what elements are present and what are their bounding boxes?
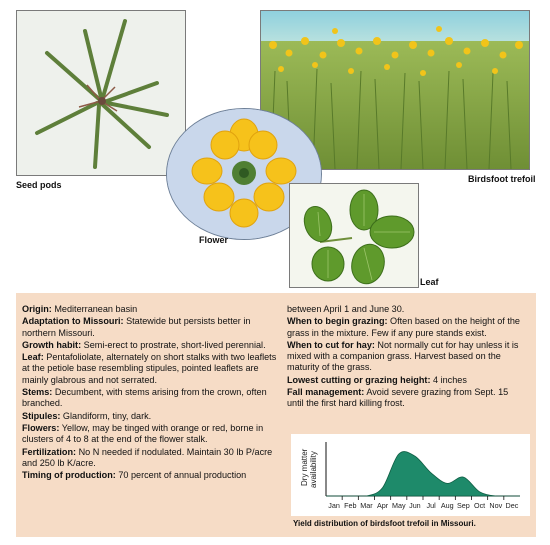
leaf-photo xyxy=(289,183,419,288)
lowest-height-entry: Lowest cutting or grazing height: 4 inches xyxy=(287,374,467,385)
chart-month-label-may: May xyxy=(392,501,406,510)
seed-pods-caption: Seed pods xyxy=(16,180,62,190)
fall-management-entry: Fall management: Avoid severe grazing from Sept. 15 until the first hard killing frost. xyxy=(287,387,509,409)
flowers-entry: Flowers: Yellow, may be tinged with orange or red, borne in clusters of 4 to 8 at the end of the flower stalk. xyxy=(22,422,264,445)
chart-month-label-jun: Jun xyxy=(409,501,421,510)
chart-month-label-jul: Jul xyxy=(426,501,436,510)
stipules-entry: Stipules: Glandiform, tiny, dark. xyxy=(22,410,152,421)
timing-continued: between April 1 and June 30. xyxy=(287,304,405,314)
flower-caption: Flower xyxy=(199,235,229,245)
leaf-illustration xyxy=(290,184,418,287)
timing-entry: Timing of production: 70 percent of annual production xyxy=(22,470,247,481)
chart-month-label-aug: Aug xyxy=(440,501,454,510)
cut-for-hay-entry: When to cut for hay: Not normally cut for hay unless it is mixed with a companion grass. Harvest based on the maturity of the grass. xyxy=(287,339,519,373)
leaf-caption: Leaf xyxy=(420,277,439,287)
leaf-entry: Leaf: Pentafoliolate, alternately on short stalks with two leaflets at the petiole base resembling stipules, pointed leaflets are mainly glabrous and not serrated. xyxy=(22,352,277,385)
chart-ylabel-line2: availability xyxy=(309,451,318,488)
adaptation-entry: Adaptation to Missouri: Statewide but persists better in northern Missouri. xyxy=(22,316,251,338)
chart-month-label-feb: Feb xyxy=(344,501,357,510)
chart-ticks xyxy=(342,496,504,500)
info-left-column xyxy=(22,304,278,482)
chart-month-label-dec: Dec xyxy=(505,501,519,510)
stems-entry: Stems: Decumbent, with stems arising from the crown, often branched. xyxy=(22,387,267,409)
chart-ylabel-line1: Dry matter xyxy=(300,448,309,486)
fertilization-entry: Fertilization: No N needed if nodulated. Maintain 30 lb P/acre and 250 lb K/acre. xyxy=(22,446,273,468)
chart-month-label-sep: Sep xyxy=(457,501,470,510)
seed-pods-illustration xyxy=(17,11,185,175)
info-right-column xyxy=(287,304,527,411)
growth-habit-entry: Growth habit: Semi-erect to prostrate, short-lived perennial. xyxy=(22,339,266,350)
seed-pods-photo xyxy=(16,10,186,176)
chart-month-label-oct: Oct xyxy=(474,501,486,510)
chart-month-labels xyxy=(328,501,518,510)
yield-chart-title: Yield distribution of birdsfoot trefoil in Missouri. xyxy=(293,519,476,528)
begin-grazing-entry: When to begin grazing: Often based on the height of the grass in the mixture. Few if any pure stands exist. xyxy=(287,316,520,338)
info-panel xyxy=(16,293,536,537)
yield-chart xyxy=(291,434,530,516)
chart-month-label-nov: Nov xyxy=(489,501,503,510)
yield-area xyxy=(326,452,520,496)
chart-month-label-jan: Jan xyxy=(328,501,340,510)
chart-month-label-apr: Apr xyxy=(377,501,389,510)
yield-chart-svg xyxy=(291,434,530,516)
field-caption: Birdsfoot trefoil xyxy=(468,174,536,184)
origin-entry: Origin: Mediterranean basin xyxy=(22,304,138,314)
chart-month-label-mar: Mar xyxy=(360,501,373,510)
